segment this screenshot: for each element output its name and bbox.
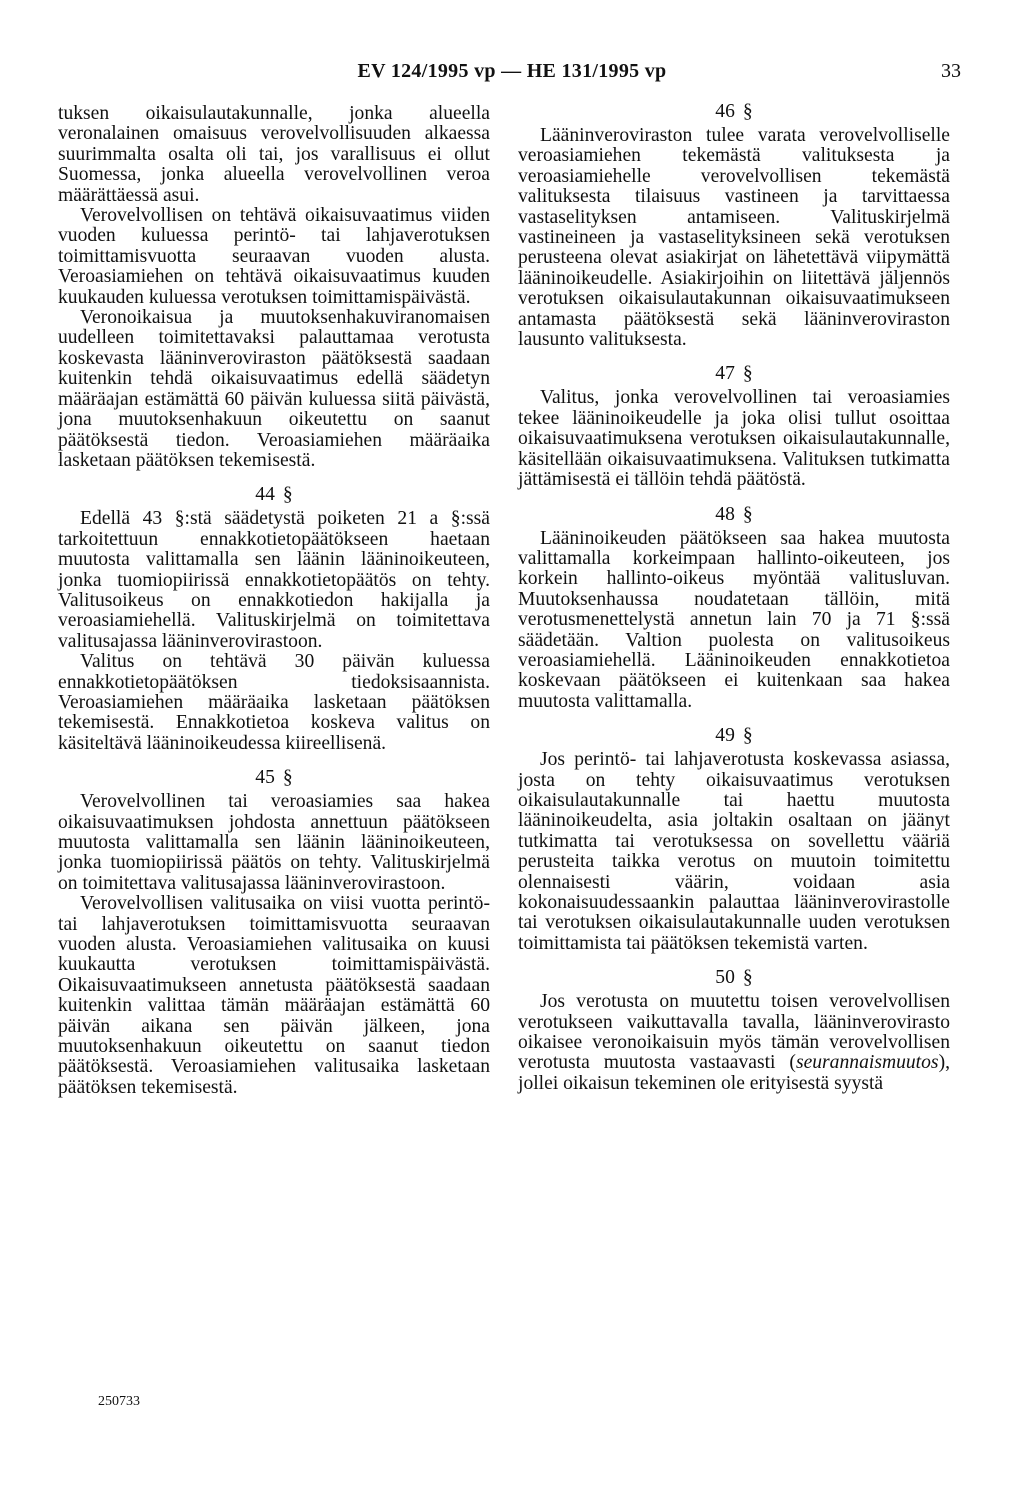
paragraph: Lääninveroviraston tulee varata verovelvolliselle veroasiamiehen tekemästä valituksesta ja veroasiamiehelle verovelvollisen tekemästä valituksesta tilaisuus vastineen ja tarvittaessa vastaselityksen antamiseen. Valituskirjelmä vastineineen ja vastaselityksineen sekä verotuksen perusteena olevat asiakirjat on lähetettävä viipymättä lääninoikeudelle. Asiakirjoihin on liitettävä jäljennös verotuksen oikaisulautakunnan oikaisuvaatimukseen antamasta päätöksestä sekä lääninveroviraston lausunto valituksesta. — [518, 125, 950, 351]
paragraph: Valitus on tehtävä 30 päivän kuluessa ennakkotietopäätöksen tiedoksisaannista. Veroasiamiehen määräaika lasketaan päätöksen tekemisestä. Ennakkotietoa koskeva valitus on käsiteltävä lääninoikeudessa kiireellisenä. — [58, 651, 490, 754]
paragraph: Verovelvollinen tai veroasiamies saa hakea oikaisuvaatimuksen johdosta annettuun päätökseen muutosta valittamalla sen läänin lääninoikeuteen, jonka tuomiopiirissä päätös on tehty. Valituskirjelmä on toimitettava valitusajassa lääninverovirastoon. — [58, 791, 490, 894]
document-reference-title: EV 124/1995 vp — HE 131/1995 vp — [357, 60, 667, 82]
section-heading-47 — [518, 364, 950, 384]
section-sign: § — [742, 967, 753, 989]
section-sign: § — [742, 503, 753, 525]
section-heading-46 — [518, 102, 950, 122]
section-heading-50 — [518, 968, 950, 988]
section-heading-48 — [518, 505, 950, 525]
paragraph — [518, 992, 950, 1094]
section-heading-44 — [58, 485, 490, 505]
paragraph: Valitus, jonka verovelvollinen tai veroasiamies tekee lääninoikeudelle ja joka olisi tullut osoittaa oikaisuvaatimuksena verotuksen oikaisulautakunnalle, käsitellään oikaisuvaatimuksena. Valituksen tutkimatta jättämisestä ei tällöin tehdä päätöstä. — [518, 387, 950, 491]
paragraph-text: ), jollei oikaisun tekeminen ole erityisestä syystä — [518, 1052, 950, 1094]
section-number: 47 — [715, 363, 735, 385]
paragraph: Jos perintö- tai lahjaverotusta koskevassa asiassa, josta on tehty oikaisuvaatimus verotuksen oikaisulautakunnalle tai haettu muutosta lääninoikeudelta, asia joltakin osaltaan on jäänyt tutkimatta tai verotuksessa on sovellettu vääriä perusteita taikka verotus on muutoin toimitettu olennaisesti väärin, voidaan asia kokonaisuudessaankin palauttaa lääninverovirastolle tai verotuksen oikaisulautakunnalle uuden verotuksen toimittamista tai päätöksen tekemistä varten. — [518, 749, 950, 954]
section-sign: § — [742, 363, 753, 385]
paragraph: Edellä 43 §:stä säädetystä poiketen 21 a §:ssä tarkoitettuun ennakkotietopäätökseen haetaan muutosta valittamalla sen läänin lääninoikeuteen, jonka tuomiopiirissä ennakkotietopäätös on tehty. Valitusoikeus on ennakkotiedon hakijalla ja veroasiamiehellä. Valituskirjelmä on toimitettava valitusajassa lääninverovirastoon. — [58, 508, 490, 652]
paragraph: Verovelvollisen on tehtävä oikaisuvaatimus viiden vuoden kuluessa perintö- tai lahjaverotuksen toimittamisvuotta seuraavan vuoden alusta. Veroasiamiehen on tehtävä oikaisuvaatimus kuuden kuukauden kuluessa verotuksen toimittamispäivästä. — [58, 205, 490, 308]
section-number: 45 — [255, 767, 275, 789]
section-number: 46 — [715, 101, 735, 122]
section-number: 48 — [715, 503, 735, 525]
paragraph: Veronoikaisua ja muutoksenhakuviranomaisen uudelleen toimitettavaksi palauttamaa verotusta koskevasta lääninveroviraston päätöksestä saadaan kuitenkin tehdä oikaisuvaatimus edellä säädetyn määräajan estämättä 60 päivän kuluessa siitä päivästä, jona muutoksenhakuun oikeutettu on saanut päätöksestä tiedon. Veroasiamiehen määräaika lasketaan päätöksen tekemisestä. — [58, 307, 490, 471]
section-number: 49 — [715, 725, 735, 747]
section-number: 50 — [715, 967, 735, 989]
paragraph: Lääninoikeuden päätökseen saa hakea muutosta valittamalla korkeimpaan hallinto-oikeuteen, jos korkein hallinto-oikeus myöntää valitusluvan. Muutoksenhaussa noudatetaan tällöin, mitä verotusmenettelystä annetun lain 70 ja 71 §:ssä säädetään. Valtion puolesta on valitusoikeus veroasiamiehellä. Lääninoikeuden ennakkotietoa koskevaan päätökseen ei kuitenkaan saa hakea muutosta valittamalla. — [518, 527, 950, 712]
section-sign: § — [742, 725, 753, 747]
section-number: 44 — [255, 484, 275, 506]
section-sign: § — [742, 101, 753, 122]
left-column — [58, 104, 490, 1098]
page-header — [0, 60, 1024, 90]
paragraph-text: Jos verotusta on muutettu toisen verovelvollisen verotukseen vaikuttavalla tavalla, lääninverovirasto oikaisee veronoikaisuin myös tämän verovelvollisen verotusta muutosta vastaavasti ( — [518, 991, 950, 1074]
section-sign: § — [282, 767, 293, 789]
section-heading-45 — [58, 768, 490, 788]
footer-print-code: 250733 — [98, 1394, 140, 1409]
italic-term: seurannaismuutos — [795, 1052, 939, 1074]
page-number: 33 — [941, 60, 961, 82]
paragraph: tuksen oikaisulautakunnalle, jonka alueella veronalainen omaisuus verovelvollisuuden alkaessa suurimmalta osalta oli tai, jos varallisuus ei ollut Suomessa, jonka alueella verovelvollinen veroa määrättäessä asui. — [58, 103, 490, 206]
right-column — [518, 102, 950, 1094]
section-sign: § — [282, 484, 293, 506]
paragraph: Verovelvollisen valitusaika on viisi vuotta perintö- tai lahjaverotuksen toimittamisvuotta seuraavan vuoden alusta. Veroasiamiehen valitusaika on kuusi kuukautta verotuksen toimittamispäivästä. Oikaisuvaatimukseen annetusta päätöksestä saadaan kuitenkin valittaa tämän määräajan estämättä 60 päivän aikana sen päivän jälkeen, jona muutoksenhakuun oikeutettu on saanut tiedon päätöksestä. Veroasiamiehen valitusaika lasketaan päätöksen tekemisestä. — [58, 893, 490, 1098]
section-heading-49 — [518, 726, 950, 746]
